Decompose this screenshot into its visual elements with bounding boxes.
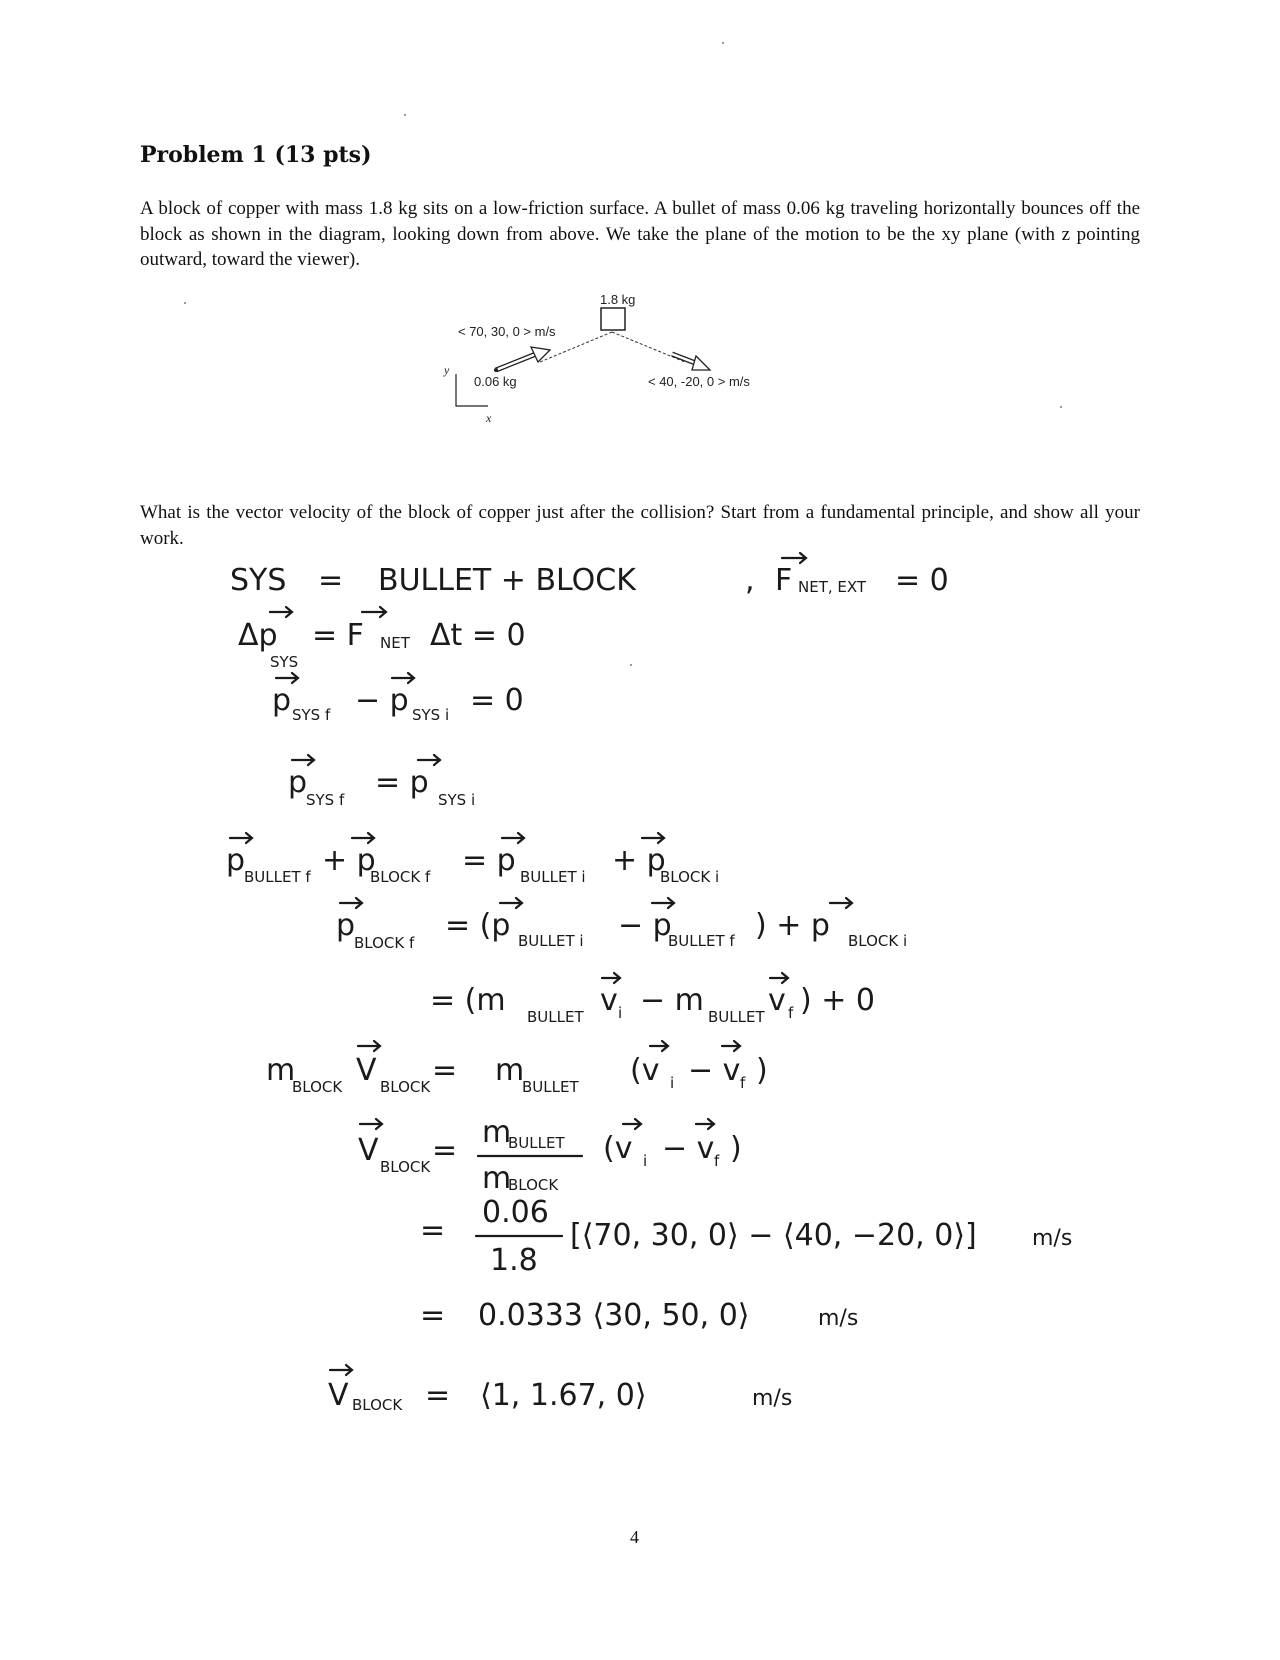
equals-zero: = 0 [895, 563, 949, 598]
comma: , [745, 563, 755, 598]
vector-arrow [230, 833, 252, 843]
equals-sign: = [425, 1378, 451, 1413]
scaled-vector: 0.0333 ⟨30, 50, 0⟩ [478, 1298, 750, 1333]
v-i-sub: i [670, 1074, 675, 1092]
bullet-mass-label: 0.06 kg [474, 374, 517, 389]
vector-arrow [358, 1041, 380, 1051]
v-block-sub: BLOCK [380, 1158, 431, 1176]
v-block: V [328, 1378, 349, 1413]
equals-sign: = [420, 1213, 446, 1248]
p-sys-f: p [272, 683, 292, 718]
sys-label: SYS [230, 563, 287, 598]
x-axis-label: x [486, 411, 492, 425]
minus-p-sys-i: − p [355, 683, 409, 718]
vector-arrow [722, 1041, 740, 1051]
p-block-i-sub: BLOCK i [660, 868, 720, 886]
line-system-definition [230, 553, 949, 598]
m-bullet: m [495, 1053, 525, 1088]
equals-sign: = [420, 1298, 446, 1333]
v-block: V [358, 1133, 379, 1168]
vector-arrow [330, 1365, 352, 1375]
vector-arrow [623, 1119, 641, 1129]
v-f-sub: f [714, 1152, 720, 1170]
vector-arrow [502, 833, 524, 843]
vector-arrow [418, 755, 440, 765]
close-paren: ) [756, 1053, 768, 1088]
plus-p-block-i: + p [612, 843, 666, 878]
line-momentum-change [272, 673, 524, 724]
line-impulse [238, 607, 526, 671]
m-bullet-sub: BULLET [708, 1008, 765, 1026]
v-i-sub: i [618, 1004, 623, 1022]
p-sys-i-sub: SYS i [438, 791, 476, 809]
m-block: m [482, 1161, 512, 1196]
delta-p: Δp [238, 618, 278, 653]
line-final-answer [328, 1365, 792, 1414]
open-paren-v: (v [603, 1131, 633, 1166]
delta-t-zero: Δt = 0 [430, 618, 526, 653]
close-paren-plus-zero: ) + 0 [800, 983, 875, 1018]
block-mass-label: 1.8 kg [600, 292, 636, 307]
plus-p-block-f: + p [322, 843, 376, 878]
m-bullet-sub: BULLET [522, 1078, 579, 1096]
m-block-sub: BLOCK [292, 1078, 343, 1096]
equals-sign: = [432, 1133, 458, 1168]
equals-p-bullet-i: = p [462, 843, 516, 878]
v-i: v [600, 983, 618, 1018]
line-numeric-substitution [420, 1195, 1072, 1278]
vector-arrow [770, 973, 788, 983]
equals-sign: = [318, 563, 344, 598]
vector-arrow [362, 607, 386, 617]
f-net-ext-sub: NET, EXT [798, 578, 867, 596]
v-block: V [356, 1053, 377, 1088]
vector-arrow [340, 898, 362, 908]
p-bullet-i-sub: BULLET i [520, 868, 586, 886]
p-block-f-sub: BLOCK f [354, 934, 415, 952]
vector-arrow [602, 973, 620, 983]
line-scaled-result [420, 1298, 858, 1333]
v-block-sub: BLOCK [352, 1396, 403, 1414]
system-definition: BULLET + BLOCK [378, 563, 636, 598]
vector-arrow [830, 898, 852, 908]
p-bullet-i-sub: BULLET i [518, 932, 584, 950]
scan-speck [184, 302, 186, 304]
scan-speck [1060, 406, 1062, 408]
minus-v: − v [688, 1053, 741, 1088]
vector-arrow [650, 1041, 668, 1051]
v-block-sub: BLOCK [380, 1078, 431, 1096]
final-velocity-vector: ⟨1, 1.67, 0⟩ [480, 1378, 647, 1413]
vector-arrow [352, 833, 374, 843]
close-paren: ) [730, 1131, 742, 1166]
equals-p-sys-i: = p [375, 765, 429, 800]
vector-arrow [782, 553, 806, 563]
p-sys-i-sub: SYS i [412, 706, 450, 724]
p-sys-f-sub: SYS f [292, 706, 331, 724]
p-sys-f: p [288, 765, 308, 800]
fraction-denominator: 1.8 [490, 1243, 538, 1278]
equals-open-paren: = (m [430, 983, 506, 1018]
p-block-f-sub: BLOCK f [370, 868, 431, 886]
m-bullet-sub: BULLET [508, 1134, 565, 1152]
problem-statement: A block of copper with mass 1.8 kg sits on a low-friction surface. A bullet of mass 0.06 kg traveling horizontally bounces off the block as shown in the diagram, looking down from above. We take the plane of the motion to be the xy plane (with z pointing outward, toward the viewer). [140, 198, 1140, 270]
p-block-i-sub: BLOCK i [848, 932, 908, 950]
close-paren-plus-p-block-i: ) + p [755, 908, 830, 943]
f-net-ext: F [775, 563, 793, 598]
unit: m/s [818, 1306, 859, 1331]
p-bullet-f: p [226, 843, 246, 878]
f-net: = F [312, 618, 364, 653]
vector-arrow [392, 673, 414, 683]
m-bullet-sub: BULLET [527, 1008, 584, 1026]
line-block-velocity-fraction [358, 1115, 742, 1196]
line-bullet-block-momentum [226, 833, 719, 886]
scan-speck [404, 114, 406, 116]
unit: m/s [752, 1386, 793, 1411]
minus-m: − m [640, 983, 704, 1018]
p-sys-f-sub: SYS f [306, 791, 345, 809]
minus-v: − v [662, 1131, 715, 1166]
v-i-sub: i [643, 1152, 648, 1170]
line-block-velocity-equation [266, 1041, 768, 1096]
vector-arrow [292, 755, 314, 765]
minus-p-bullet-f: − p [618, 908, 672, 943]
v-f-sub: f [740, 1074, 746, 1092]
velocity-difference: [⟨70, 30, 0⟩ − ⟨40, −20, 0⟩] [570, 1218, 977, 1253]
unit: m/s [1032, 1226, 1073, 1251]
delta-p-sub: SYS [270, 653, 299, 671]
f-net-sub: NET [380, 634, 410, 652]
problem-title: Problem 1 (13 pts) [140, 142, 372, 168]
equals-zero: = 0 [470, 683, 524, 718]
equals-sign: = [432, 1053, 458, 1088]
problem-question: What is the vector velocity of the block of copper just after the collision? Start from a fundamental principle, and show all your work. [140, 502, 1140, 549]
v-f: v [768, 983, 786, 1018]
vector-arrow [276, 673, 298, 683]
vector-arrow [652, 898, 674, 908]
equals-open-paren: = (p [445, 908, 511, 943]
m-block-sub: BLOCK [508, 1176, 559, 1194]
y-axis-label: y [444, 363, 450, 377]
final-velocity-label: < 40, -20, 0 > m/s [648, 374, 750, 389]
vector-arrow [642, 833, 664, 843]
p-bullet-f-sub: BULLET f [668, 932, 735, 950]
line-block-momentum [336, 898, 907, 952]
scan-speck [630, 664, 632, 666]
scan-speck [722, 42, 724, 44]
line-momentum-conservation [288, 755, 475, 809]
open-paren-v: (v [630, 1053, 660, 1088]
p-bullet-f-sub: BULLET f [244, 868, 311, 886]
m-block: m [266, 1053, 296, 1088]
vector-arrow [360, 1119, 382, 1129]
v-f-sub: f [788, 1004, 794, 1022]
line-mass-velocity [430, 973, 875, 1026]
initial-velocity-label: < 70, 30, 0 > m/s [458, 324, 556, 339]
vector-arrow [270, 607, 292, 617]
p-block-f: p [336, 908, 356, 943]
page-number: 4 [630, 1527, 639, 1547]
vector-arrow [500, 898, 522, 908]
m-bullet: m [482, 1115, 512, 1150]
fraction-numerator: 0.06 [482, 1195, 549, 1230]
vector-arrow [696, 1119, 714, 1129]
